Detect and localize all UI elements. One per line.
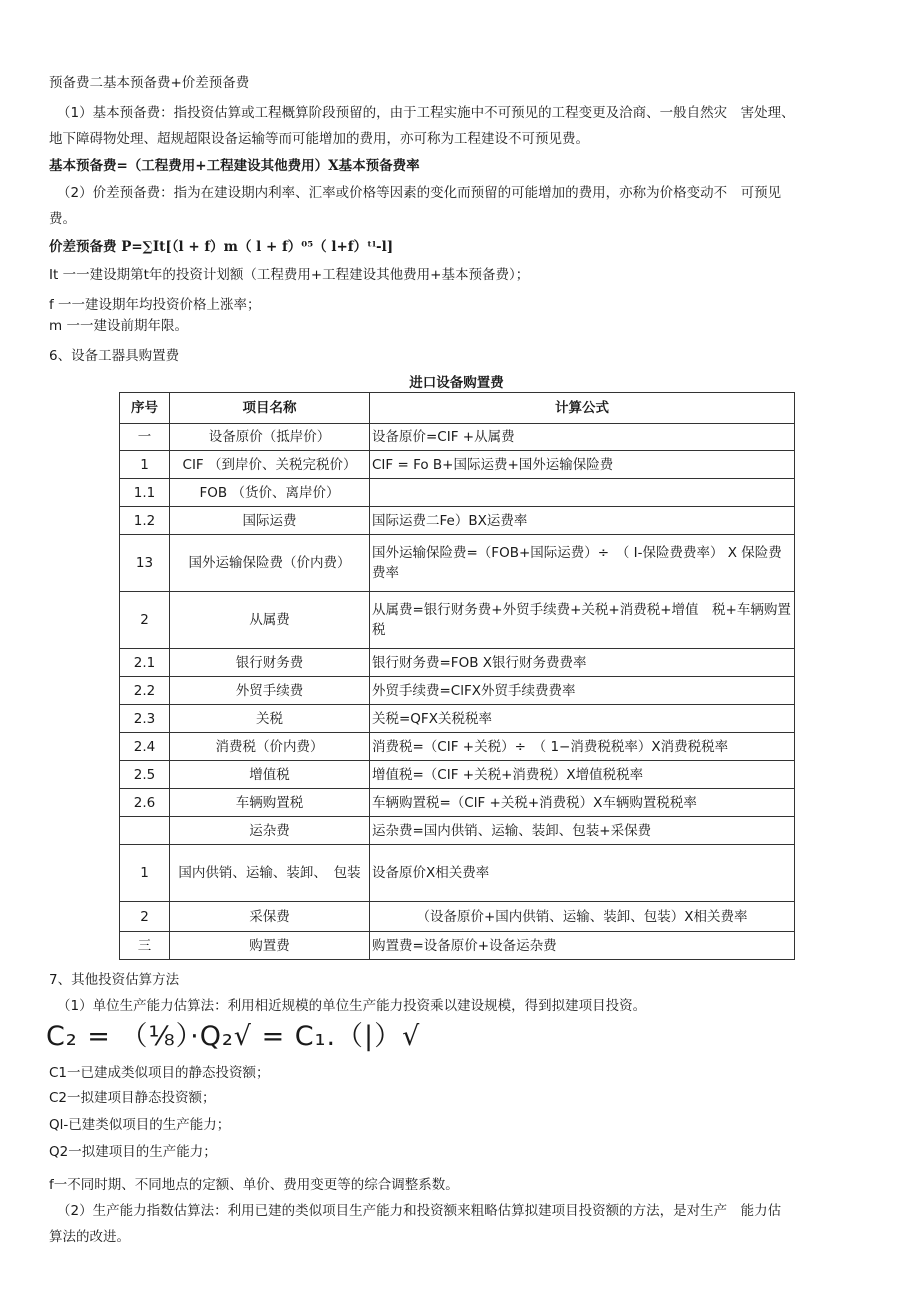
item-name: 关税 [170,705,370,733]
text-line: （2）生产能力指数估算法：利用已建的类似项目生产能力和投资额来粗略估算拟建项目投资额的方法，是对生产 能力估 [57,1203,782,1219]
item-name: 外贸手续费 [170,677,370,705]
item-formula: 设备原价X相关费率 [370,845,795,902]
text-line: m 一一建设前期年限。 [49,318,188,334]
item-formula: 设备原价=CIF +从属费 [370,424,795,451]
item-name: 从属费 [170,592,370,649]
table-row [120,677,795,705]
text-line: C2一拟建项目静态投资额； [49,1090,216,1106]
table-row [120,789,795,817]
row-number: 一 [120,424,170,451]
item-formula: 银行财务费=FOB X银行财务费费率 [370,649,795,677]
row-number: 2 [120,902,170,932]
capacity-formula: C₂ = （⅛）·Q₂√ = C₁.（|）√ [46,1021,421,1052]
table-title: 进口设备购置费 [409,375,504,391]
text-line: 费。 [49,211,76,227]
row-number: 13 [120,535,170,592]
row-number: 2.1 [120,649,170,677]
header-cell: 序号 [120,393,170,424]
text-line: 地下障碍物处理、超规超限设备运输等而可能增加的费用，亦可称为工程建设不可预见费。 [49,131,589,147]
table-row [120,705,795,733]
text-line: f一不同时期、不同地点的定额、单价、费用变更等的综合调整系数。 [49,1177,459,1193]
row-number: 2.4 [120,733,170,761]
item-name: 国际运费 [170,507,370,535]
item-formula [370,479,795,507]
table-row [120,451,795,479]
row-number: 2.3 [120,705,170,733]
item-name: 国内供销、运输、装卸、 包装 [170,845,370,902]
text-line: f 一一建设期年均投资价格上涨率； [49,297,261,313]
table-row [120,817,795,845]
table-row [120,845,795,902]
section-heading: 7、其他投资估算方法 [49,972,180,988]
item-name: 银行财务费 [170,649,370,677]
item-formula: 车辆购置税=（ClF +关税+消费税）X车辆购置税税率 [370,789,795,817]
item-formula: 运杂费=国内供销、运输、装卸、包装+采保费 [370,817,795,845]
item-name: 车辆购置税 [170,789,370,817]
item-formula: 国外运输保险费=（FOB+国际运费）÷ （ I-保险费费率） X 保险费费率 [370,535,795,592]
table-header-row [120,393,795,424]
item-formula: 从属费=银行财务费+外贸手续费+关税+消费税+增值 税+车辆购置税 [370,592,795,649]
row-number: 2.6 [120,789,170,817]
table-row [120,733,795,761]
item-name: 消费税（价内费） [170,733,370,761]
item-formula: （设备原价+国内供销、运输、装卸、包装）X相关费率 [370,902,795,932]
text-line: （1）基本预备费：指投资估算或工程概算阶段预留的，由于工程实施中不可预见的工程变更及洽商、一般自然灾 害处理、 [57,105,795,121]
row-number: 1.1 [120,479,170,507]
text-line: （1）单位生产能力估算法：利用相近规模的单位生产能力投资乘以建设规模，得到拟建项目投资。 [57,998,647,1014]
row-number: 1.2 [120,507,170,535]
row-number: 1 [120,451,170,479]
table-row [120,424,795,451]
header-cell: 项目名称 [170,393,370,424]
table-row [120,479,795,507]
item-formula: 消费税=（CIF +关税）÷ （ 1−消费税税率）X消费税税率 [370,733,795,761]
row-number [120,817,170,845]
item-name: 运杂费 [170,817,370,845]
row-number: 2 [120,592,170,649]
section-heading: 6、设备工器具购置费 [49,348,180,364]
table-row [120,535,795,592]
text-line: 算法的改进。 [49,1229,130,1245]
row-number: 2.5 [120,761,170,789]
text-line: Q2一拟建项目的生产能力； [49,1144,217,1160]
text-line: It 一一建设期第t年的投资计划额（工程费用+工程建设其他费用+基本预备费）； [49,267,530,283]
item-formula: CIF = Fo B+国际运费+国外运输保险费 [370,451,795,479]
item-formula: 购置费=设备原价+设备运杂费 [370,932,795,960]
table-row [120,592,795,649]
item-name: 购置费 [170,932,370,960]
item-name: 增值税 [170,761,370,789]
row-number: 三 [120,932,170,960]
item-name: 国外运输保险费（价内费） [170,535,370,592]
item-formula: 关税=QFX关税税率 [370,705,795,733]
import-equipment-table [119,392,795,960]
item-formula: 国际运费二Fe）BX运费率 [370,507,795,535]
table-row [120,507,795,535]
table-row [120,902,795,932]
item-formula: 增值税=（CIF +关税+消费税）X增值税税率 [370,761,795,789]
formula-heading: 价差预备费 P=∑It[（l + f）m（ l + f）⁰⁵（ l+f）ᵗˡ-l] [49,239,394,255]
table-row [120,932,795,960]
item-name: 采保费 [170,902,370,932]
text-line: C1一已建成类似项目的静态投资额； [49,1065,270,1081]
header-cell: 计算公式 [370,393,795,424]
text-line: （2）价差预备费：指为在建设期内利率、汇率或价格等因素的变化而预留的可能增加的费用，亦称为价格变动不 可预见 [57,185,782,201]
table-row [120,761,795,789]
table-row [120,649,795,677]
item-name: 设备原价（抵岸价） [170,424,370,451]
item-name: FOB （货价、离岸价） [170,479,370,507]
row-number: 2.2 [120,677,170,705]
formula-heading: 基本预备费=（工程费用+工程建设其他费用）X基本预备费率 [49,158,420,174]
item-name: CIF （到岸价、关税完税价） [170,451,370,479]
item-formula: 外贸手续费=ClFX外贸手续费费率 [370,677,795,705]
text-line: Ql-已建类似项目的生产能力； [49,1117,231,1133]
text-line: 预备费二基本预备费+价差预备费 [49,75,250,91]
row-number: 1 [120,845,170,902]
